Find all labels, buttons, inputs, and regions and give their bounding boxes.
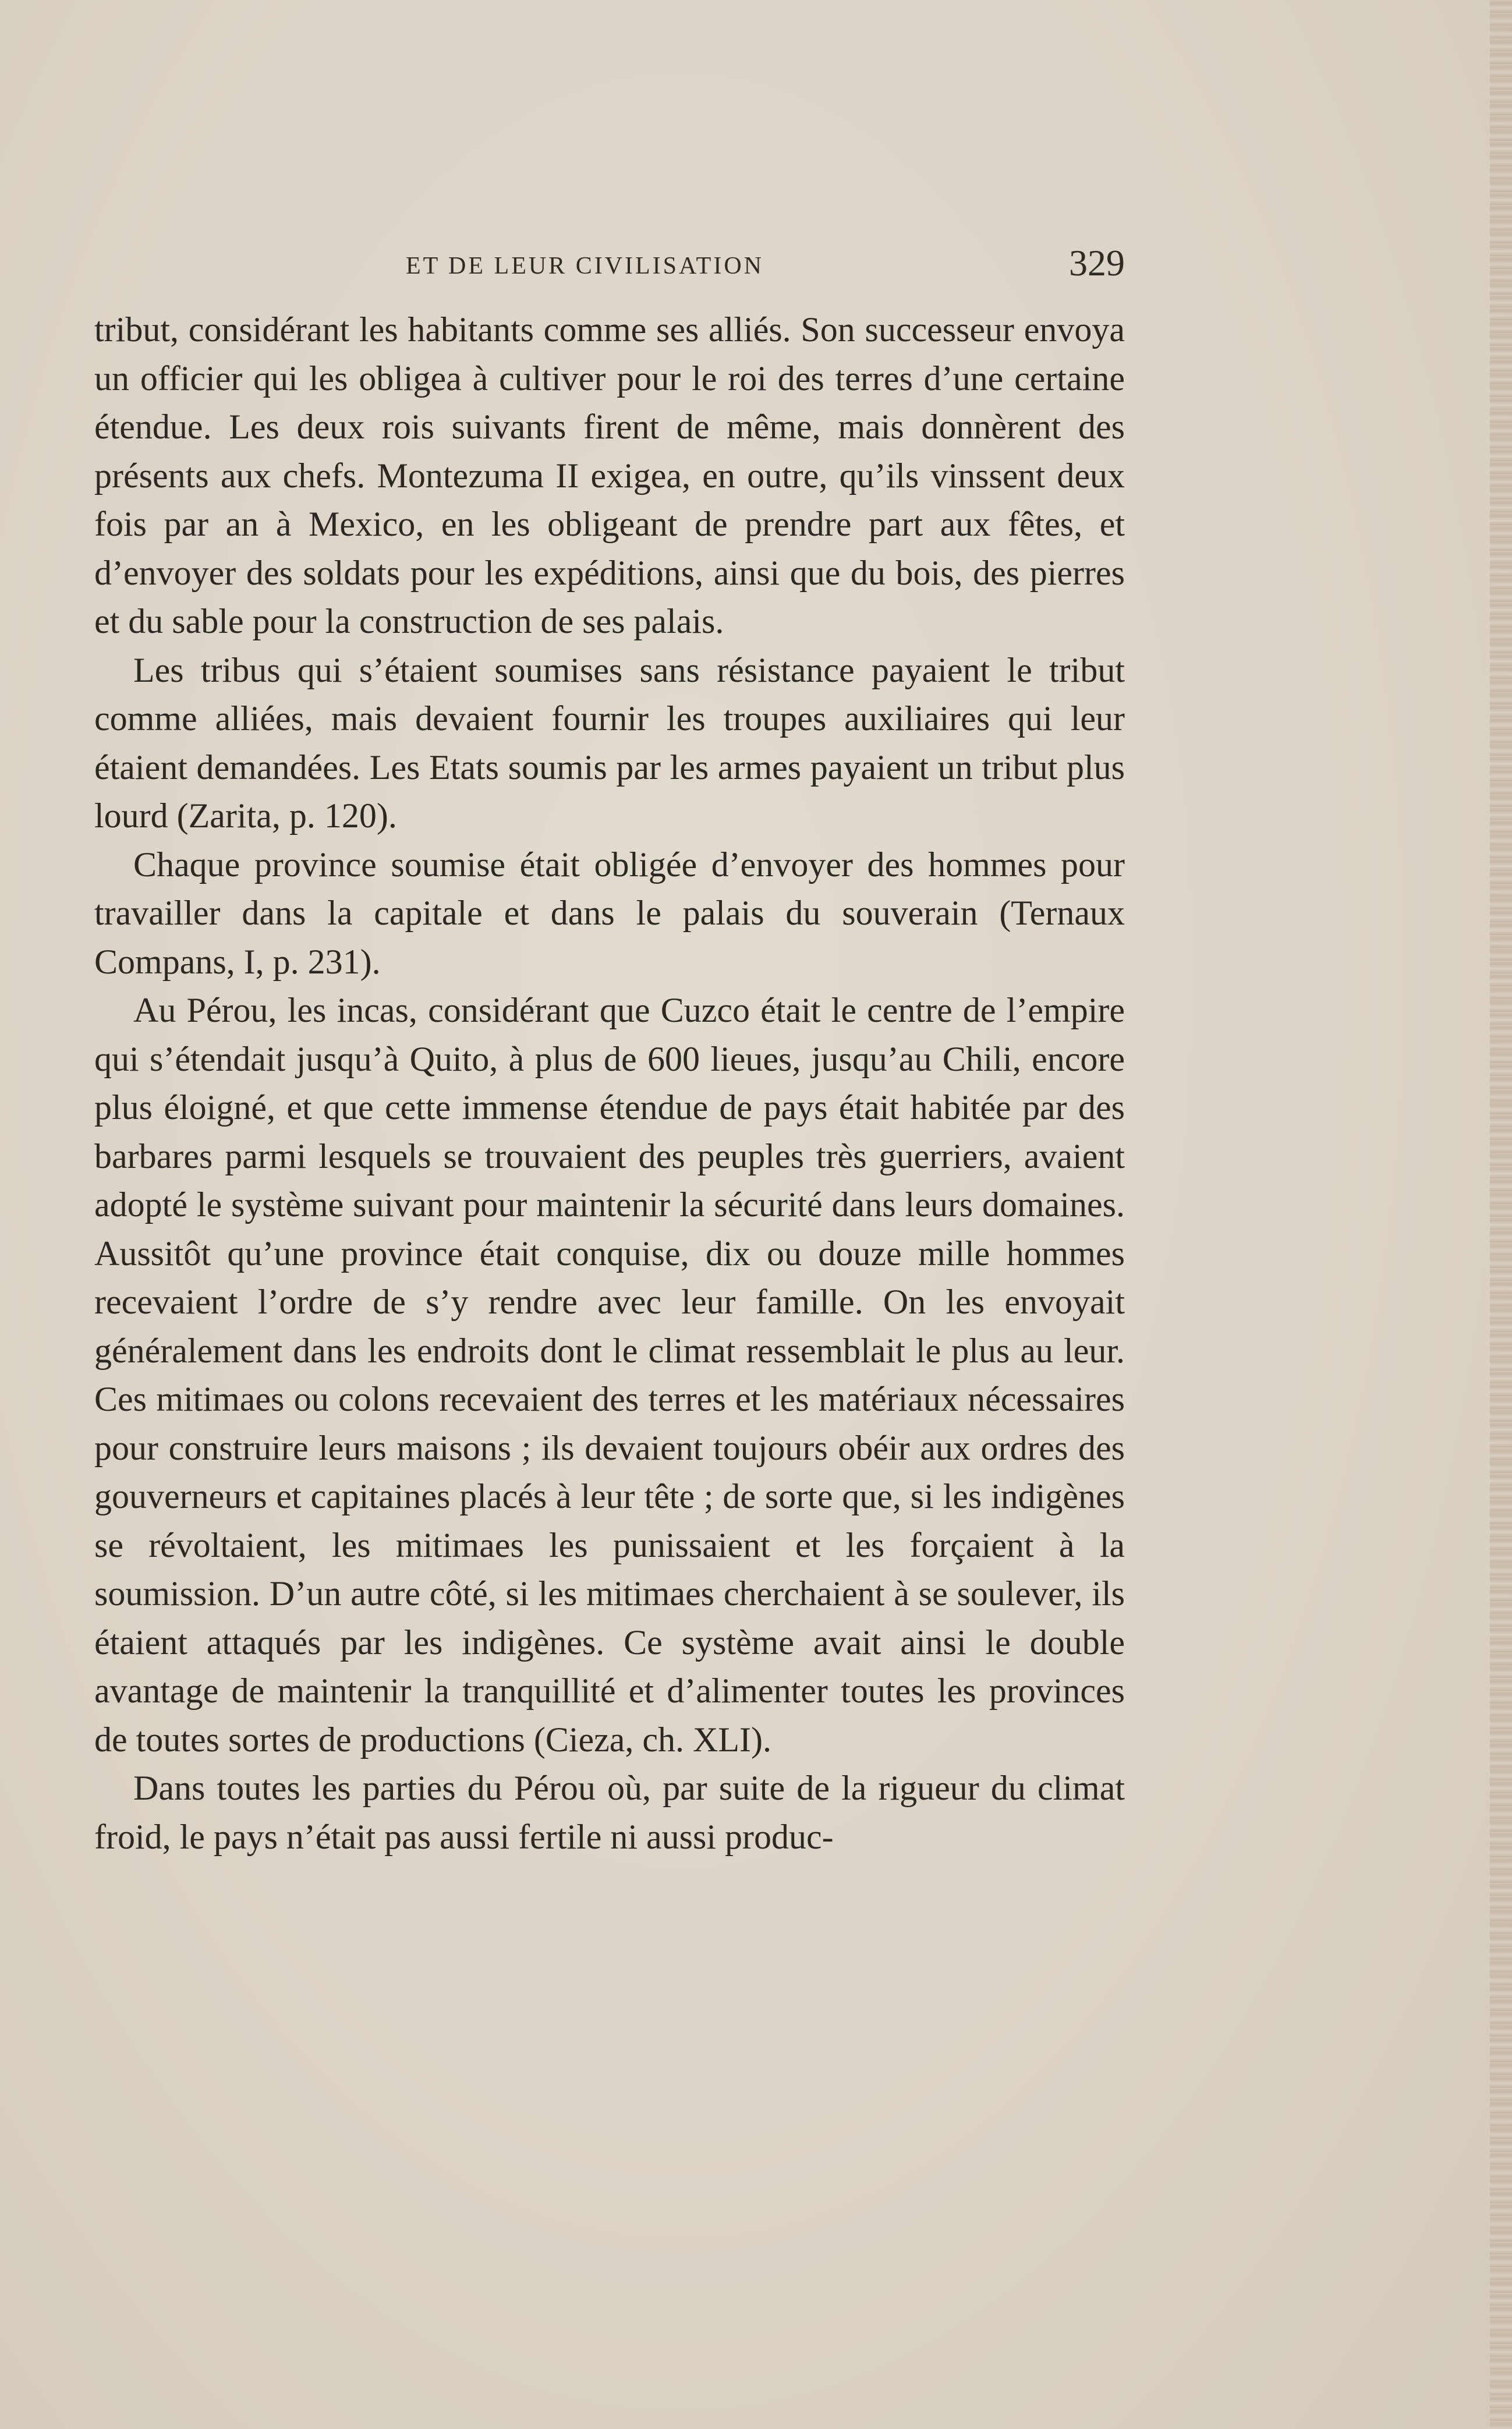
paragraph-perou: Au Pérou, les incas, considérant que Cuzco était le centre de l’empire qui s’étendait jusqu’à Quito, à plus de 600 lieues, jusqu’au Chili, encore plus éloigné, et que cette immense étendue de pays était habitée par des barbares parmi lesquels se trouvaient des peuples très guerriers, avaient adopté le système suivant pour maintenir la sécurité dans leurs domaines. Aussitôt qu’une province était conquise, dix ou douze mille hommes recevaient l’ordre de s’y rendre avec leur famille. On les envoyait généralement dans les endroits dont le climat ressemblait le plus au leur. Ces mitimaes ou colons recevaient des terres et les matériaux nécessaires pour construire leurs maisons ; ils devaient toujours obéir aux ordres des gouverneurs et capitaines placés à leur tête ; de sorte que, si les indigènes se révoltaient, les mitimaes les punissaient et les forçaient à la soumission. D’un autre côté, si les mitimaes cherchaient à se soulever, ils étaient attaqués par les indigènes. Ce système avait ainsi le double avantage de maintenir la tranquillité et d’alimenter toutes les provinces de toutes sortes de productions (Cieza, ch. XLI). (94, 991, 1125, 1759)
running-title: ET DE LEUR CIVILISATION (406, 253, 764, 279)
page-edge-shadow (1490, 0, 1512, 2429)
paragraph-tribus: Les tribus qui s’étaient soumises sans résistance payaient le tribut comme alliées, mais devaient fournir les troupes auxiliaires qui leur étaient demandées. Les Etats soumis par les armes payaient un tribut plus lourd (Zarita, p. 120). (94, 650, 1125, 835)
paragraph-dans-toutes: Dans toutes les parties du Pérou où, par suite de la rigueur du climat froid, le pays n’était pas aussi fertile ni aussi produc- (94, 1769, 1125, 1856)
page-number: 329 (1069, 242, 1125, 284)
paragraph-continuation: tribut, considérant les habitants comme ses alliés. Son successeur envoya un officier qui les obligea à cultiver pour le roi des terres d’une certaine étendue. Les deux rois suivants firent de même, mais donnèrent des présents aux chefs. Montezuma II exigea, en outre, qu’ils vinssent deux fois par an à Mexico, en les obligeant de prendre part aux fêtes, et d’envoyer des soldats pour les expéditions, ainsi que du bois, des pierres et du sable pour la construction de ses palais. (94, 310, 1125, 640)
paragraph-province: Chaque province soumise était obligée d’envoyer des hommes pour travailler dans la capitale et dans le palais du souverain (Ternaux Compans, I, p. 231). (94, 845, 1125, 981)
body-text (94, 306, 1125, 1861)
page-header (94, 236, 1125, 288)
